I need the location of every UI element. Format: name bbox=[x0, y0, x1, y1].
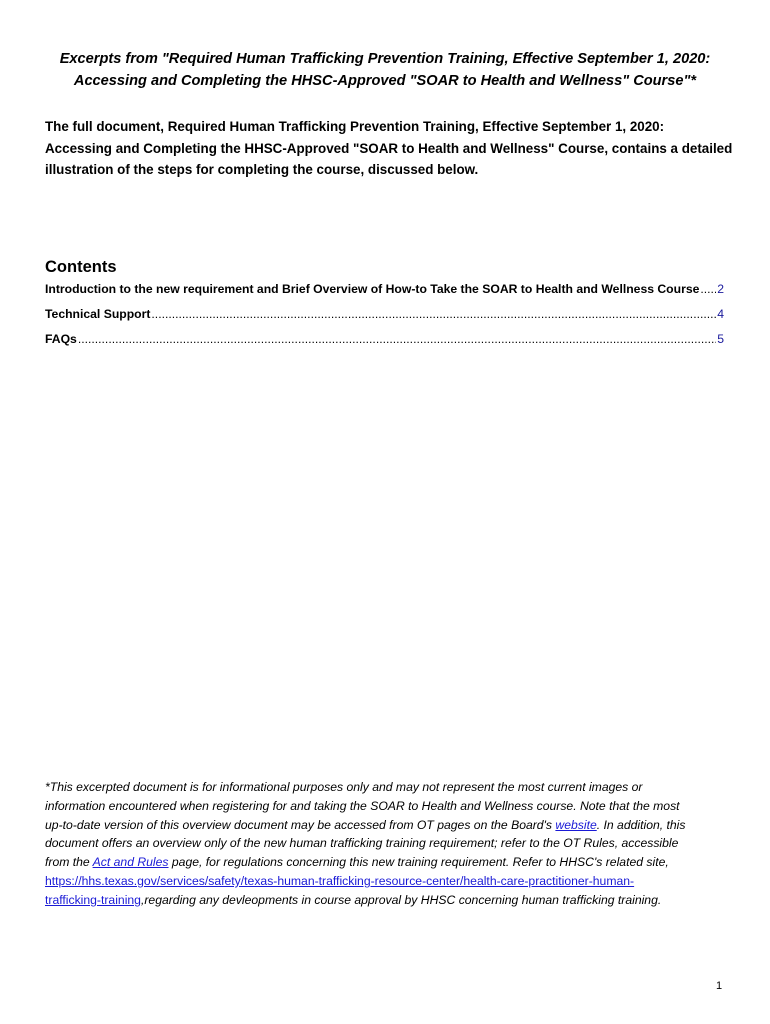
footnote-text: page, for regulations concerning this new training requirement. Refer to HHSC's related site, bbox=[168, 855, 669, 870]
hhsc-training-url-link-cont[interactable]: trafficking-training bbox=[45, 892, 141, 907]
intro-line-2: Accessing and Completing the HHSC-Approved "SOAR to Health and Wellness" Course, contains a detailed bbox=[45, 140, 733, 156]
title-line-2: Accessing and Completing the HHSC-Approved "SOAR to Health and Wellness" Course"* bbox=[73, 73, 697, 89]
intro-line-3: illustration of the steps for completing the course, discussed below. bbox=[45, 162, 479, 177]
website-link[interactable]: website bbox=[555, 817, 597, 832]
toc-leader-dots bbox=[700, 282, 716, 296]
toc-entry-page[interactable]: 5 bbox=[717, 332, 724, 346]
toc-entry-label[interactable]: Introduction to the new requirement and Brief Overview of How-to Take the SOAR to Health and Wellness Course bbox=[45, 282, 700, 296]
table-of-contents bbox=[45, 282, 724, 357]
act-and-rules-link[interactable]: Act and Rules bbox=[92, 855, 169, 870]
intro-paragraph bbox=[45, 116, 735, 181]
footnote-line-5 bbox=[45, 853, 735, 872]
intro-line-1: The full document, Required Human Trafficking Prevention Training, Effective September 1, 2020: bbox=[45, 119, 665, 134]
toc-leader-dots bbox=[151, 307, 716, 321]
footnote-line-6 bbox=[45, 872, 735, 891]
contents-heading: Contents bbox=[45, 258, 117, 276]
footnote-line-1: *This excerpted document is for informational purposes only and may not represent the most current images or bbox=[45, 780, 643, 794]
toc-entry-technical-support[interactable] bbox=[45, 307, 724, 332]
document-title bbox=[30, 48, 740, 92]
footnote-line-2: information encountered when registering for and taking the SOAR to Health and Wellness course. Note that the most bbox=[45, 798, 680, 813]
footnote-text: from the bbox=[45, 855, 93, 870]
toc-entry-label[interactable]: FAQs bbox=[45, 332, 77, 346]
hhsc-training-url-link[interactable]: https://hhs.texas.gov/services/safety/texas-human-trafficking-resource-center/health-care-practitioner-human- bbox=[45, 873, 635, 888]
footnote-line-4: document offers an overview only of the new human trafficking training requirement; refer to the OT Rules, accessible bbox=[45, 836, 679, 851]
footnote bbox=[45, 778, 735, 910]
toc-entry-label[interactable]: Technical Support bbox=[45, 307, 151, 321]
toc-entry-introduction[interactable] bbox=[45, 282, 724, 307]
footnote-line-7 bbox=[45, 891, 735, 910]
toc-entry-faqs[interactable] bbox=[45, 332, 724, 357]
footnote-text: . In addition, this bbox=[596, 817, 686, 832]
page-number: 1 bbox=[716, 980, 723, 992]
footnote-text: up-to-date version of this overview document may be accessed from OT pages on the Board's bbox=[45, 817, 556, 832]
toc-entry-page[interactable]: 2 bbox=[717, 282, 724, 296]
footnote-text: ,regarding any devleopments in course approval by HHSC concerning human trafficking training. bbox=[140, 892, 662, 907]
toc-entry-page[interactable]: 4 bbox=[717, 307, 724, 321]
toc-leader-dots bbox=[78, 332, 716, 346]
title-line-1: Excerpts from "Required Human Trafficking Prevention Training, Effective September 1, 2020: bbox=[59, 51, 711, 67]
footnote-line-3 bbox=[45, 816, 735, 835]
